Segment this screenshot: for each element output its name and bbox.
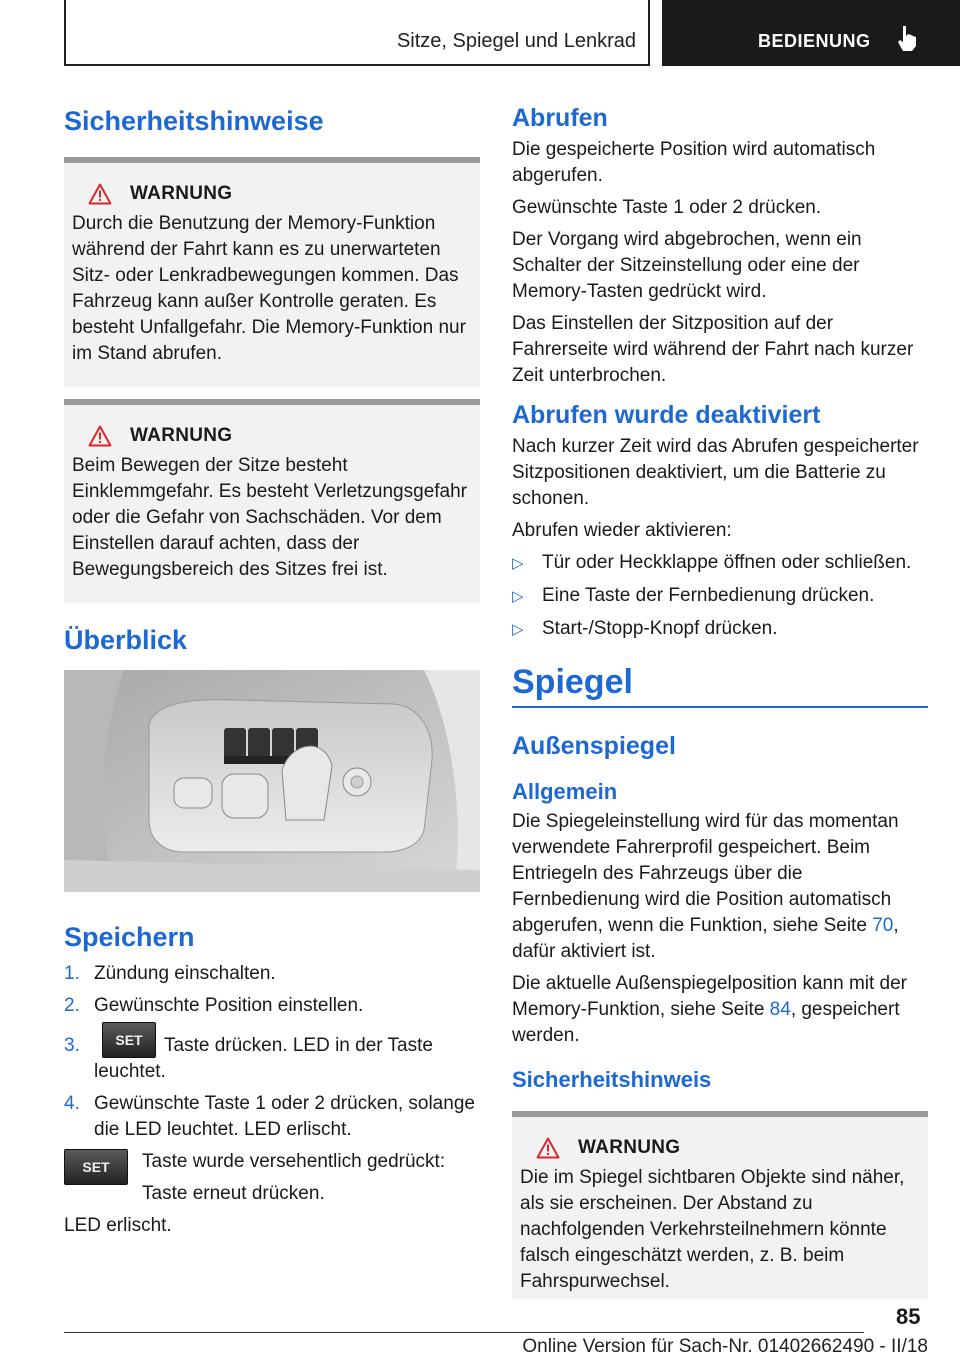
triangle-bullet-icon: ▷ <box>512 555 524 572</box>
deactivated-heading: Abrufen wurde deaktiviert <box>512 401 821 429</box>
step-number: 4. <box>64 1093 80 1114</box>
bullet-text: Tür oder Heckklappe öffnen oder schließen. <box>542 552 912 573</box>
list-item <box>512 583 928 610</box>
step-number: 2. <box>64 995 80 1016</box>
set-button-icon: SET <box>64 1149 128 1185</box>
page-link[interactable]: 70 <box>872 915 894 936</box>
triangle-bullet-icon: ▷ <box>512 621 524 638</box>
hand-pointer-icon <box>894 24 920 52</box>
list-item <box>512 616 928 643</box>
left-column <box>64 96 480 1245</box>
page-header <box>0 0 960 66</box>
overview-heading: Überblick <box>64 625 188 655</box>
recall-heading: Abrufen <box>512 104 608 132</box>
section-tab-label: BEDIENUNG <box>758 31 871 51</box>
warning-label: WARNUNG <box>130 425 233 446</box>
chapter-title: Sitze, Spiegel und Lenkrad <box>396 30 636 52</box>
paragraph: Abrufen wieder aktivieren: <box>512 520 732 541</box>
warning-header <box>536 1137 920 1159</box>
step-number: 3. <box>64 1035 80 1056</box>
step-text: Gewünschte Position einstellen. <box>94 995 364 1016</box>
warning-label: WARNUNG <box>578 1137 681 1158</box>
paragraph: Die Spiegeleinstellung wird für das momentan verwendete Fahrerprofil gespeichert. Beim Entriegeln des Fahrzeugs über die Fernbedienung wird die Position automatisch abgerufen, wenn die Funktion, siehe Seite 70, dafür aktiviert ist. <box>512 811 899 962</box>
warning-label: WARNUNG <box>130 183 233 204</box>
warning-box <box>64 399 480 603</box>
set-note <box>64 1149 480 1213</box>
step-text: Taste drücken. LED in der Taste leuchtet. <box>94 1035 433 1082</box>
warning-triangle-icon <box>88 425 112 447</box>
paragraph: Gewünschte Taste 1 oder 2 drücken. <box>512 197 822 218</box>
paragraph: Die aktuelle Außenspiegelposition kann mit der Memory-Funktion, siehe Seite 84, gespeichert werden. <box>512 973 908 1046</box>
list-item <box>512 550 928 577</box>
mirror-heading-rule <box>512 663 928 708</box>
step-text: Gewünschte Taste 1 oder 2 drücken, solange die LED leuchtet. LED erlischt. <box>94 1093 475 1140</box>
paragraph: Der Vorgang wird abgebrochen, wenn ein Schalter der Sitzeinstellung oder eine der Memory-Tasten gedrückt wird. <box>512 229 862 302</box>
warning-box <box>64 157 480 387</box>
footer-divider <box>64 1332 864 1333</box>
store-steps <box>64 961 480 1143</box>
bullet-text: Eine Taste der Fernbedienung drücken. <box>542 585 875 606</box>
right-column <box>512 96 928 1299</box>
page-number: 85 <box>896 1304 921 1329</box>
footer-text: Online Version für Sach-Nr. 01402662490 - II/18 <box>522 1336 928 1357</box>
warning-triangle-icon <box>88 183 112 205</box>
warning-header <box>88 183 472 205</box>
chapter-box <box>64 0 650 66</box>
warning-text: Beim Bewegen der Sitze besteht Einklemmgefahr. Es besteht Verletzungsgefahr oder die Gefahr von Sachschäden. Vor dem Einstellen darauf achten, dass der Bewegungsbereich des Sitzes frei ist. <box>72 455 468 580</box>
mirror-safety-heading: Sicherheitshinweis <box>512 1067 712 1092</box>
warning-text: Die im Spiegel sichtbaren Objekte sind näher, als sie erscheinen. Der Abstand zu nachfolgenden Verkehrsteilnehmern könnte falsch eingeschätzt werden, z. B. beim Fahrspurwechsel. <box>520 1167 905 1292</box>
note-text: Taste erneut drücken. <box>142 1183 325 1204</box>
triangle-bullet-icon: ▷ <box>512 588 524 605</box>
bullet-text: Start-/Stopp-Knopf drücken. <box>542 618 778 639</box>
paragraph: Nach kurzer Zeit wird das Abrufen gespeicherter Sitzpositionen deaktiviert, um die Batterie zu schonen. <box>512 436 919 509</box>
warning-triangle-icon <box>536 1137 560 1159</box>
list-item <box>64 1033 480 1085</box>
set-button-icon: SET <box>102 1022 156 1058</box>
list-item <box>64 1091 480 1143</box>
list-item <box>64 993 480 1019</box>
seat-controls-photo <box>64 670 480 892</box>
mirror-heading: Spiegel <box>512 663 633 701</box>
safety-heading: Sicherheitshinweise <box>64 106 324 136</box>
note-text: Taste wurde versehentlich gedrückt: <box>142 1151 446 1172</box>
activation-list <box>512 550 928 643</box>
store-heading: Speichern <box>64 922 195 952</box>
led-off-text: LED erlischt. <box>64 1215 172 1236</box>
page-link[interactable]: 84 <box>769 999 791 1020</box>
paragraph: Die gespeicherte Position wird automatisch abgerufen. <box>512 139 876 186</box>
step-text: Zündung einschalten. <box>94 963 276 984</box>
warning-header <box>88 425 472 447</box>
warning-text: Durch die Benutzung der Memory-Funktion während der Fahrt kann es zu unerwarteten Sitz- oder Lenkradbewegungen kommen. Das Fahrzeug kann außer Kontrolle geraten. Es besteht Unfallgefahr. Die Memory-Funktion nur im Stand abrufen. <box>72 213 466 364</box>
warning-box <box>512 1111 928 1299</box>
outer-mirror-heading: Außenspiegel <box>512 732 676 760</box>
section-tab[interactable] <box>662 0 960 66</box>
list-item <box>64 961 480 987</box>
general-heading: Allgemein <box>512 779 618 804</box>
step-number: 1. <box>64 963 80 984</box>
paragraph: Das Einstellen der Sitzposition auf der Fahrerseite wird während der Fahrt nach kurzer Zeit unterbrochen. <box>512 313 914 386</box>
